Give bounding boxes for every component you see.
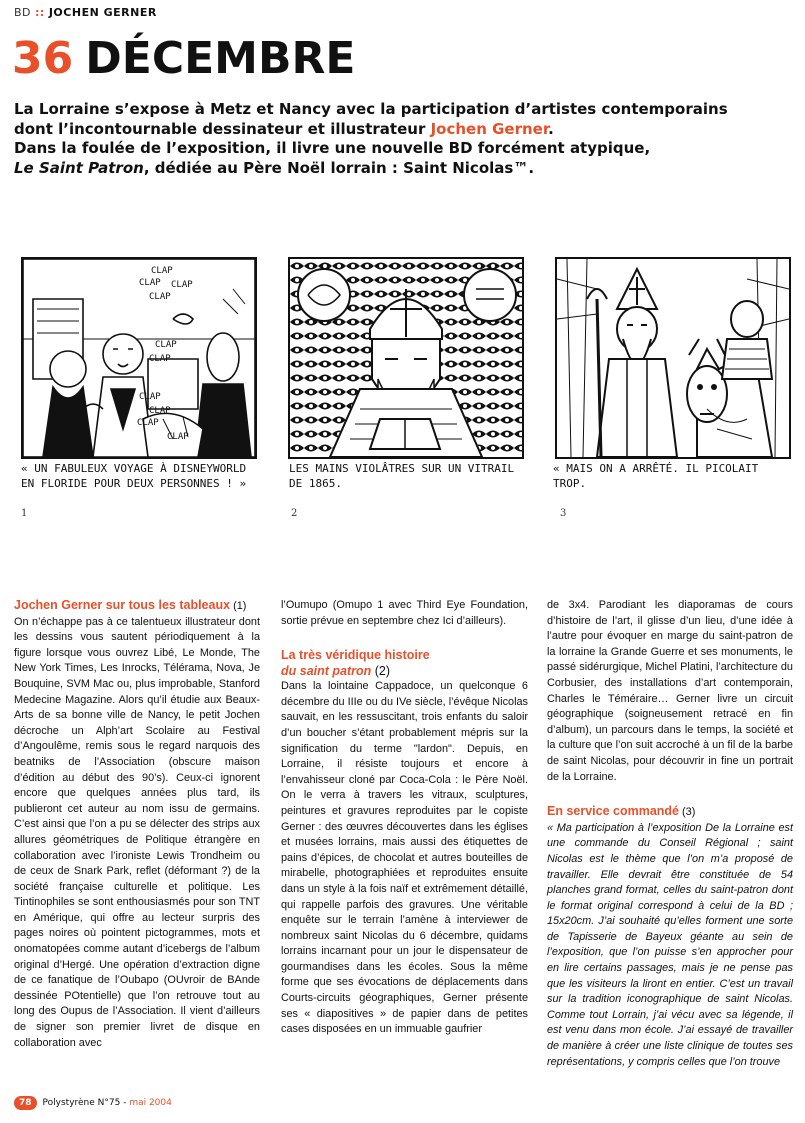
- page-title: [12, 34, 355, 84]
- comic-panel-2: [288, 257, 524, 459]
- sfx-clap: CLAP: [151, 266, 173, 276]
- article-column-1: [14, 598, 260, 1051]
- section-label: BD: [14, 6, 32, 19]
- sfx-clap: CLAP: [149, 354, 171, 364]
- col2-heading-line-2-wrap: [281, 663, 528, 679]
- sfx-clap: CLAP: [137, 418, 159, 428]
- lede-line-4: [14, 159, 754, 179]
- header-separator: ::: [35, 6, 45, 19]
- sfx-clap: CLAP: [167, 432, 189, 442]
- panel-3-caption: « MAIS ON A ARRÊTÉ. IL PICOLAIT TROP.: [553, 462, 759, 490]
- comic-panel-3: [555, 257, 791, 459]
- col3-body-2: « Ma participation à l’exposition De la Lorraine est une commande du Conseil Régional ; saint Nicolas est le thème que l’on m’a proposé de travailler. Elle devrait être constituée de 54 planches grand format, celles du saint-patron dont le format original correspond à celui de la BD ; 15x20cm. J’ai souhaité qu’elles forment une sorte de Tapisserie de Bayeux géante au sein de l’exposition, que l’on puisse s’en approcher pour en lire certains passages, mais je ne pense pas que les visiteurs la liront en entier. C’est un travail sur la tradition iconographique de saint Nicolas. Comme tout Lorrain, j’ai vécu avec sa légende, il est venu dans mon école. J’ai essayé de travailler de manière à créer une liste clinique de toutes ses représentations, y compris celles que l’on trouve: [547, 821, 793, 1068]
- sfx-clap: CLAP: [139, 278, 161, 288]
- panel-2-number: 2: [291, 508, 298, 519]
- col1-heading-ref: (1): [230, 600, 247, 612]
- lede-line-2-post: .: [548, 119, 554, 138]
- sfx-clap: CLAP: [139, 392, 161, 402]
- lede-line-3: Dans la foulée de l’exposition, il livre une nouvelle BD forcément atypique,: [14, 139, 651, 157]
- lede-line-2: [14, 120, 754, 140]
- magazine-name: Polystyrène N°75 -: [42, 1098, 130, 1108]
- col1-heading-text: Jochen Gerner sur tous les tableaux: [14, 598, 231, 612]
- section-header: [14, 6, 157, 19]
- article-column-3: [547, 598, 793, 1070]
- title-word: DÉCEMBRE: [85, 33, 356, 84]
- magazine-credit: [43, 1098, 172, 1108]
- panel-2-drawing: [290, 259, 522, 457]
- panel-3-drawing: [557, 259, 789, 457]
- page-number: 78: [14, 1096, 37, 1110]
- col2-heading-line-1: La très véridique histoire: [281, 648, 430, 663]
- col2-body-2: Dans la lointaine Cappadoce, un quelconque 6 décembre du IIIe ou du IVe siècle, l’évêque Nicolas sauvait, en les ressuscitant, trois enfants du saloir d’un boucher s’étant probablement mépris sur la signification du terme "lardon". Depuis, en Lorraine, il résiste toujours et encore à l’envahisseur cloné par Coca-Cola : le Père Noël. On le verra à travers les vitraux, sculptures, peintures et gravures reproduites par le copiste Gerner : des œuvres découvertes dans les églises et musées lorrains, mais aussi des étiquettes de pains d’épices, de chocolat et autres bouteilles de mirabelle, photographiées et reproduites ensuite dans un style à la fois naïf et extrêmement détaillé, qui rappelle parfois des gravures. Une véritable enquête sur le terrain l’amène à interviewer de nombreux saint Nicolas du 6 décembre, quidams lorrains incarnant pour un jour le dispensateur de gourmandises dans les écoles. Sous la même forme que ses évocations de déplacements dans Courts-circuits géographiques, Gerner présente ses « diapositives » de papier dans de petites cases disposées en un immuable gaufrier: [281, 680, 529, 1036]
- col1-heading: [14, 598, 260, 615]
- page-footer: [14, 1096, 172, 1110]
- lede-artist-name: Jochen Gerner: [430, 119, 549, 138]
- sfx-clap: CLAP: [155, 340, 177, 350]
- col2-heading-line-2: du saint patron: [281, 664, 372, 679]
- col1-body: On n’échappe pas à ce talentueux illustrateur dont les dessins vous sautent périodiquement à la figure lorsque vous ouvrez Libé, Le Monde, The New York Times, Les Inrocks, Télérama, Nova, Je Bouquine, SVM Mac ou, plus improbable, Stanford Medecine Magazine. Alors qu’il étudie aux Beaux-Arts de sa bonne ville de Nancy, le petit Jochen décroche un Alph’art Scolaire au Festival d’Angoulême, remis sous le regard narquois des beatniks de l’Association (obscure maison d’édition au début des 90’s). Ceux-ci ignorent encore que quelques années plus tard, ils publieront cet auteur au nom issu de germains. C’est ainsi que l’on a pu se délecter des strips aux allures géométriques de Politique étrangère en collaboration avec l’ironiste Lewis Trondheim ou de ceux de Snark Park, reflet (déformant ?) de la société française culturelle et politique. Les Tintinophiles se sont enthousiasmés pour son TNT en Amérique, qui offre au lecteur surpris des pages noires où pointent pictogrammes, mots et onomatopées comme autant d’icebergs de l’album original d’Hergé. Une opération d’extraction digne de ce fanatique de l’Oubapo (OUvroir de BAnde dessinée POtentielle) que l’on retrouve tout au long des Oupus de l’Association. Il vient d’ailleurs de signer son premier livret de disque en collaboration avec: [14, 615, 260, 1049]
- article-column-2: [281, 598, 528, 1038]
- panel-1-caption: « UN FABULEUX VOYAGE À DISNEYWORLD EN FLORIDE POUR DEUX PERSONNES ! »: [21, 462, 247, 490]
- lede-line-1: La Lorraine s’expose à Metz et Nancy avec la participation d’artistes contemporains: [14, 100, 728, 118]
- sfx-clap: CLAP: [171, 280, 193, 290]
- panel-2-caption: LES MAINS VIOLÂTRES SUR UN VITRAIL DE 1865.: [289, 462, 515, 490]
- lede: [14, 100, 754, 178]
- col3-body-1: de 3x4. Parodiant les diaporamas de cours d’histoire de l’art, il glisse d’un lieu, d’une idée à l’autre pour évoquer en marge du saint-patron de la lorraine la Grande Guerre et ses monuments, le passé sidérurgique, Michel Platini, l’architecture du Corbusier, des installations d’art contemporain, Charles le Téméraire… Gerner livre un circuit géographique (soigneusement retracé en fin d’album), un parcours dans le temps, la société et la culture que l’on suit accroché à un fil de la barbe de saint Nicolas, pour découvrir in fine un portrait de la Lorraine.: [547, 599, 793, 783]
- lede-line-2-pre: dont l’incontournable dessinateur et illustrateur: [14, 119, 431, 138]
- header-artist-name: JOCHEN GERNER: [48, 6, 157, 19]
- col2-heading: [281, 647, 528, 679]
- col3-heading: [547, 803, 793, 821]
- panel-1-number: 1: [21, 508, 28, 519]
- panel-3-number: 3: [560, 508, 567, 519]
- sfx-clap: CLAP: [149, 406, 171, 416]
- title-number: 36: [12, 33, 74, 84]
- lede-book-title: Le Saint Patron: [14, 158, 144, 177]
- col3-heading-text: En service commandé: [547, 804, 680, 819]
- sfx-clap: CLAP: [149, 292, 171, 302]
- lede-line-4-post: , dédiée au Père Noël lorrain : Saint Nicolas™.: [143, 158, 535, 177]
- col3-heading-ref: (3): [679, 806, 696, 819]
- panel-1-sfx-layer: [21, 257, 253, 455]
- col2-body-1: l’Oumupo (Omupo 1 avec Third Eye Foundation, sortie prévue en septembre chez Ici d’ailleurs).: [281, 599, 528, 627]
- issue-date: mai 2004: [129, 1098, 172, 1108]
- col2-heading-ref: (2): [371, 664, 391, 679]
